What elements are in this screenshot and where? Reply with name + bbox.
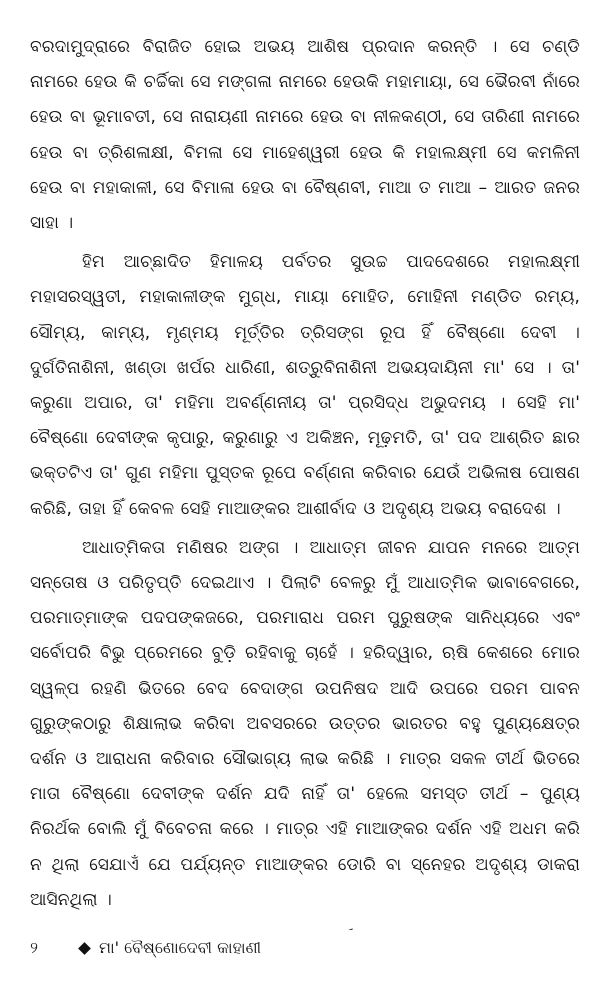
running-title: ମା' ବୈଷ୍ଣୋଦେବୀ କାହାଣୀ — [99, 938, 262, 957]
diamond-bullet-icon — [78, 942, 91, 955]
paragraph-4 — [30, 922, 580, 930]
page-body — [30, 30, 580, 930]
page-number: ୨ — [30, 938, 38, 957]
paragraph-1: ବରଦାମୁଦ୍ରାରେ ବିରାଜିତ ହୋଇ ଅଭୟ ଆଶିଷ ପ୍ରଦାନ କରନ୍ତି । ସେ ଚଣ୍ଡି ନାମରେ ହେଉ କି ଚର୍ଚ୍ଚିକା ସେ ମଙ୍ଗଳା ନାମରେ ହେଉକି ମହାମାୟା, ସେ ଭୈରବୀ ନାଁରେ ହେଉ ବା ଭୂମାବତୀ, ସେ ନାରାୟଣୀ ନାମରେ ହେଉ ବା ନୀଳକଣ୍ଠୀ, ସେ ତାରିଣୀ ନାମରେ ହେଉ ବା ତ୍ରିଶଳାକ୍ଷୀ, ବିମଳା ସେ ମାହେଶ୍ୱରୀ ହେଉ କି ମହାଲକ୍ଷ୍ମୀ ସେ କମଳିନୀ ହେଉ ବା ମହାକାଳୀ, ସେ ବିମାଳା ହେଉ ବା ବୈଷ୍ଣବୀ, ମାଆ ତ ମାଆ – ଆରତ ଜନର ସାହା । — [30, 37, 580, 234]
paragraph-2: ହିମ ଆଚ୍ଛାଦିତ ହିମାଳୟ ପର୍ବତର ସୁଉଚ୍ଚ ପାଦଦେଶରେ ମହାଲକ୍ଷ୍ମୀ ମହାସରସ୍ୱତୀ, ମହାକାଳୀଙ୍କ ମୁଗ୍ଧ, ମାୟା ମୋହିତ, ମୋହିନୀ ମଣ୍ଡିତ ରମ୍ୟ, ସୌମ୍ୟ, କାମ୍ୟ, ମୃଣ୍ମୟ ମୂର୍ତ୍ତିର ତ୍ରିସଙ୍ଗ ରୂପ ହିଁ ବୈଷ୍ଣୋ ଦେବୀ । ଦୁର୍ଗତିନାଶିନୀ, ଖଣ୍ଡା ଖର୍ପର ଧାରିଣୀ, ଶତ୍ରୁବିନାଶିନୀ ଅଭୟଦାୟିନୀ ମା' ସେ । ତା' କରୁଣା ଅପାର, ତା' ମହିମା ଅବର୍ଣ୍ଣନୀୟ ତା' ପ୍ରସିଦ୍ଧ ଅଭୁଦମୟ । ସେହି ମା' ବୈଷ୍ଣୋ ଦେବୀଙ୍କ କୃପାରୁ, କରୁଣାରୁ ଏ ଅକିଞ୍ଚନ, ମୂଢ଼ମତି, ତା' ପଦ ଆଶ୍ରିତ ଛାର ଭକ୍ତଟିଏ ତା' ଗୁଣ ମହିମା ପୁସ୍ତକ ରୂପେ ବର୍ଣ୍ଣନା କରିବାର ଯେଉଁ ଅଭିଳାଷ ପୋଷଣ କରିଛି, ତାହା ହିଁ କେବଳ ସେହି ମାଆଙ୍କର ଆଶୀର୍ବାଦ ଓ ଅଦୃଶ୍ୟ ଅଭୟ ବରାଦେଶ । — [30, 252, 580, 519]
paragraph-3: ଆଧାତ୍ମିକତା ମଣିଷର ଅଙ୍ଗ । ଆଧାତ୍ମ ଜୀବନ ଯାପନ ମନରେ ଆତ୍ମ ସନ୍ତୋଷ ଓ ପରିତୃପ୍ତି ଦେଇଥାଏ । ପିଲାଟି ବେଳରୁ ମୁଁ ଆଧାତ୍ମିକ ଭାବାବେଗରେ, ପରମାତ୍ମାଙ୍କ ପଦପଙ୍କଜରେ, ପରମାରାଧ ପରମ ପୁରୁଷଙ୍କ ସାନିଧ୍ୟରେ ଏବଂ ସର୍ବୋପରି ବିଭୁ ପ୍ରେମରେ ବୁଡ଼ି ରହିବାକୁ ଚାହେଁ । ହରିଦ୍ୱାର, ଋଷି କେଶରେ ମୋର ସ୍ୱଳ୍ପ ରହଣି ଭିତରେ ବେଦ ବେଦାଙ୍ଗ ଉପନିଷଦ ଆଦି ଉପରେ ପରମ ପାବନ ଗୁରୁଙ୍କଠାରୁ ଶିକ୍ଷାଲାଭ କରିବା ଅବସରରେ ଉତ୍ତର ଭାରତର ବହୁ ପୁଣ୍ୟକ୍ଷେତ୍ର ଦର୍ଶନ ଓ ଆରାଧନା କରିବାର ସୌଭାଗ୍ୟ ଲାଭ କରିଛି । ମାତ୍ର ସକଳ ତୀର୍ଥ ଭିତରେ ମାତା ବୈଷ୍ଣୋ ଦେବୀଙ୍କ ଦର୍ଶନ ଯଦି ନାହିଁ ତା' ହେଲେ ସମସ୍ତ ତୀର୍ଥ – ପୁଣ୍ୟ ନିରର୍ଥକ ବୋଲି ମୁଁ ବିବେଚନା କରେ । ମାତ୍ର ଏହି ମାଆଙ୍କର ଦର୍ଶନ ଏହି ଅଧମ କରି ନ ଥିଲା ସେଯାଏଁ ଯେ ପର୍ଯ୍ୟନ୍ତ ମାଆଙ୍କର ଡୋରି ବା ସ୍ନେହର ଅଦୃଶ୍ୟ ଡାକରା ଆସିନଥିଲା । — [30, 537, 580, 910]
page-footer — [30, 934, 580, 962]
